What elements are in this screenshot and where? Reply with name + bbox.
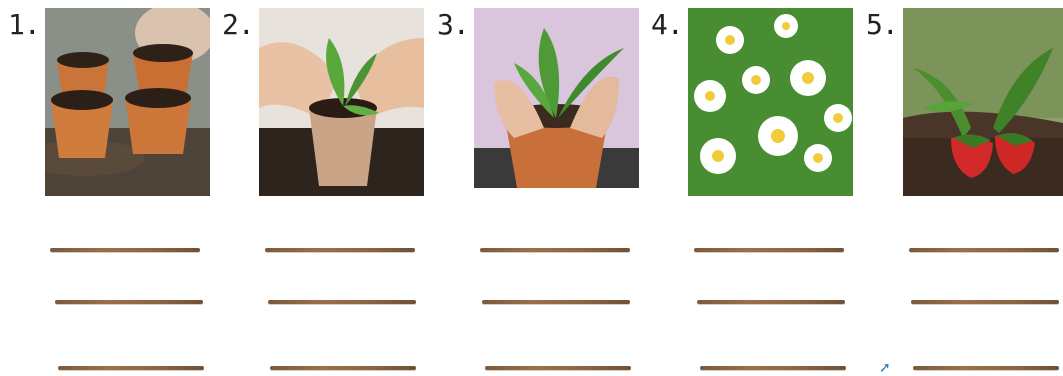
photo-strawberry-flowers [688, 8, 853, 196]
arrow-icon: ➚ [879, 360, 891, 376]
answer-line[interactable] [268, 300, 416, 304]
step-number-1: 1. [8, 8, 40, 41]
answer-line[interactable] [911, 300, 1059, 304]
step-number-2: 2. [222, 8, 254, 41]
answer-line[interactable] [697, 300, 845, 304]
answer-line[interactable] [909, 248, 1059, 252]
answer-line[interactable] [50, 248, 200, 252]
answer-line[interactable] [55, 300, 203, 304]
photo-clay-pots [45, 8, 210, 196]
step-number-4: 4. [651, 8, 683, 41]
answer-line[interactable] [694, 248, 844, 252]
photo-planting-seedling [259, 8, 424, 196]
step-number-5: 5. [866, 8, 898, 41]
answer-line[interactable] [58, 366, 204, 370]
answer-line[interactable] [700, 366, 846, 370]
photo-pressing-soil [474, 8, 639, 188]
answer-line[interactable] [482, 300, 630, 304]
answer-line[interactable] [485, 366, 631, 370]
answer-line[interactable] [270, 366, 416, 370]
step-number-3: 3. [437, 8, 469, 41]
photo-strawberries [903, 8, 1063, 196]
answer-line[interactable] [913, 366, 1059, 370]
answer-line[interactable] [265, 248, 415, 252]
answer-line[interactable] [480, 248, 630, 252]
